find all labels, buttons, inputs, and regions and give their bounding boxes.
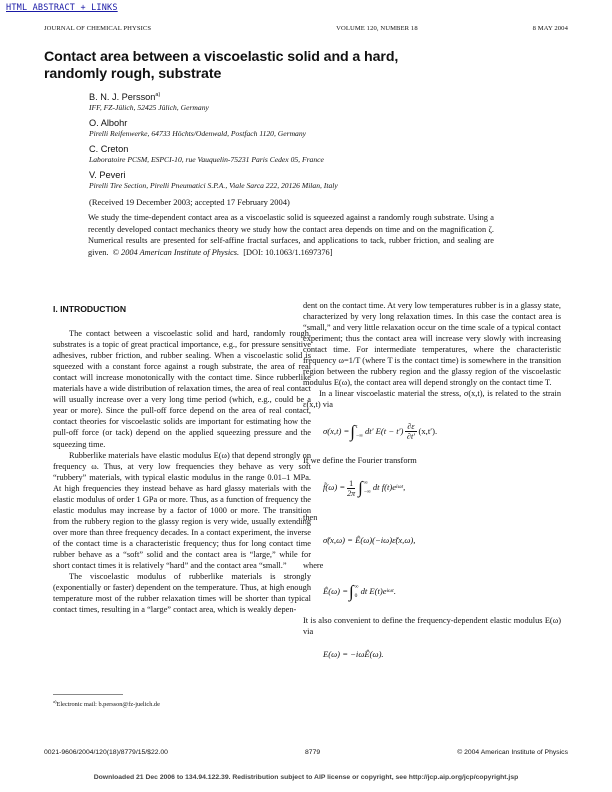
eq-tail: (x,t′). <box>418 426 438 437</box>
eq-tail: . <box>393 586 396 597</box>
author-affiliation: IFF, FZ-Jülich, 52425 Jülich, Germany <box>89 103 209 113</box>
paper-title <box>44 49 464 83</box>
denominator: ∂t′ <box>406 432 415 442</box>
author-block <box>89 90 559 208</box>
upper-limit: ∞ <box>363 480 368 487</box>
paragraph: Rubberlike materials have elastic modulus E(ω) that depend strongly on frequency ω. Thus, at very low frequencies they behave as very soft “rubbery” materials, with typical elastic modulus in the range 0.01–1 MPa. At high frequencies they instead behave as hard glassy materials with the elastic modulus of order 1 GPa or more. Thus, as a function of frequency the elastic modulus may increase by a factor of 1000 or more. The transition from the rubbery region to the glassy region is very wide, usually extending over more than three frequency decades. In a contact experiment, the inverse of the contact time is a characteristic frequency; thus for long contact time rubber behave as a “soft” solid and the contact area is “large,” while for short contact times it is relatively “hard” and the contact area “small.” <box>53 450 311 571</box>
upper-limit: t <box>355 423 358 430</box>
eq-body: dt′ E(t − t′) <box>364 426 404 437</box>
received-dates: (Received 19 December 2003; accepted 17 February 2004) <box>89 197 290 208</box>
footnote-mark: a) <box>155 92 161 98</box>
author-name: V. Peveri <box>89 170 126 181</box>
article-code: 0021-9606/2004/120(18)/8779/15/$22.00 <box>44 749 168 756</box>
eq-body: dt f(t)e <box>372 482 397 493</box>
footnote-text: Electronic mail: b.persson@fz-juelich.de <box>56 701 160 709</box>
html-abstract-links-link[interactable]: HTML ABSTRACT + LINKS <box>6 3 118 13</box>
journal-name: JOURNAL OF CHEMICAL PHYSICS <box>44 25 152 32</box>
upper-limit: ∞ <box>354 583 359 590</box>
right-column <box>303 300 561 674</box>
left-column <box>53 300 311 615</box>
equation-stress-frequency: σ̃(x,ω) = Ê(ω)(−iω)ε̃(x,ω), <box>323 534 416 545</box>
author-name: O. Albohr <box>89 118 128 129</box>
paragraph: It is also convenient to define the frequency-dependent elastic modulus E(ω) via <box>303 615 561 636</box>
section-heading: I. INTRODUCTION <box>53 304 127 314</box>
integral-symbol: ∫ <box>358 478 363 498</box>
integral-limits <box>356 423 363 441</box>
prefactor-fraction <box>347 479 355 498</box>
paragraph: In a linear viscoelastic material the stress, σ(x,t), is related to the strain ε(x,t) via <box>303 389 561 410</box>
paragraph: If we define the Fourier transform <box>303 456 417 466</box>
running-head <box>44 25 568 32</box>
author-affiliation: Pirelli Reifenwerke, 64733 Höchts/Odenwald, Postfach 1120, Germany <box>89 129 307 139</box>
title-line-2: randomly rough, substrate <box>44 66 222 82</box>
integral-limits <box>355 583 359 601</box>
paragraph: dent on the contact time. At very low temperatures rubber is in a glassy state, characterized by very long relaxation times. In this case the contact area is “small,” and very little relaxation occur on the time scale of a typical contact experiment; thus the contact area will increase very slowly with increasing contact time. For intermediate temperatures, where the characteristic frequency ω=1/T (where T is the contact time) is somewhere in the transition region between the rubbery region and the glassy region of the viscoelastic modulus E(ω), the contact area will depend strongly on the contact time T. <box>303 301 561 388</box>
integral-limits <box>364 479 371 497</box>
lower-limit: 0 <box>354 592 358 599</box>
eq-tail: , <box>403 482 406 493</box>
download-notice: Downloaded 21 Dec 2006 to 134.94.122.39. Redistribution subject to AIP license or copyright, see http://jcp.aip.org/jcp/copyright.jsp <box>93 774 519 781</box>
numerator: ∂ε <box>407 422 415 432</box>
exponent: iωt <box>396 484 404 491</box>
title-line-1: Contact area between a viscoelastic solid and a hard, <box>44 49 399 65</box>
paragraph: then <box>303 512 318 522</box>
author-name: C. Creton <box>89 144 129 155</box>
eq-body: dt E(t)e <box>360 586 387 597</box>
footnote-divider <box>53 694 123 695</box>
integral-symbol: ∫ <box>350 421 355 441</box>
equation-e-hat <box>323 583 561 601</box>
author-affiliation: Pirelli Tire Section, Pirelli Pneumatici S.P.A., Viale Sarca 222, 20126 Milan, Italy <box>89 181 338 191</box>
paragraph: The viscoelastic modulus of rubberlike materials is strongly (exponentially or faster) dependent on the temperature. Thus, at high enough temperature most of the rubber relaxation times will be shorter than typical contact times, resulting in a “large” contact area, which is weakly depen- <box>53 572 311 615</box>
page-footer <box>44 749 568 756</box>
footnote <box>53 699 160 708</box>
footer-copyright: © 2004 American Institute of Physics <box>457 749 568 756</box>
abstract-copyright: © 2004 American Institute of Physics. <box>112 247 240 257</box>
numerator: 1 <box>349 478 354 488</box>
equation-stress-strain <box>323 422 561 441</box>
author-name <box>89 90 559 103</box>
paragraph: The contact between a viscoelastic solid and hard, randomly rough, substrates is a topic of great practical importance, e.g., for pressure sensitive adhesives, rubber friction, and rubber sealing. When a viscoelastic solid is squeezed with a constant force against a rough substrate, the area of real contact will increase monotonically with the contact time. Since rubberlike materials have a wide distribution of relaxation times, the area of real contact will usually increase over a very long time period (which, e.g., could be a year or more). Since the pull-off force depend on the area of real contact, contact theories for viscoelastic solids are important for estimating how the pull-off force (or tack) depend on the applied squeezing pressure and the squeezing time. <box>53 329 311 449</box>
lower-limit: −∞ <box>363 489 371 496</box>
abstract-doi: [DOI: 10.1063/1.1697376] <box>243 247 333 257</box>
integral-symbol: ∫ <box>349 581 354 601</box>
volume-number: VOLUME 120, NUMBER 18 <box>336 25 418 32</box>
page-number: 8779 <box>305 749 321 756</box>
equation-fourier-transform <box>323 479 561 498</box>
equation-elastic-modulus: E(ω) = −iωÊ(ω). <box>323 648 384 659</box>
author-name-text: B. N. J. Persson <box>89 92 156 103</box>
paragraph: where <box>303 560 324 570</box>
lower-limit: −∞ <box>355 432 363 439</box>
eq-lhs: Ê(ω) = <box>323 586 348 597</box>
exponent: iωt <box>386 588 394 595</box>
issue-date: 8 MAY 2004 <box>532 25 568 32</box>
derivative-fraction <box>405 422 416 441</box>
abstract-body: We study the time-dependent contact area as a viscoelastic solid is squeezed against a randomly rough substrate. Using a recently developed contact mechanics theory we study how the contact area depends on time and on the magnification ζ. Numerical results are presented for self-affine fractal surfaces, and applications to tack, rubber friction, and sealing are given. <box>88 213 494 257</box>
abstract <box>88 212 494 258</box>
eq-lhs: σ(x,t) = <box>323 426 350 437</box>
eq-lhs: f̃(ω) = <box>323 482 346 493</box>
denominator: 2π <box>347 488 356 498</box>
author-affiliation: Laboratoire PCSM, ESPCI-10, rue Vauquelin-75231 Paris Cedex 05, France <box>89 155 324 165</box>
footnote-mark: a) <box>53 699 57 704</box>
